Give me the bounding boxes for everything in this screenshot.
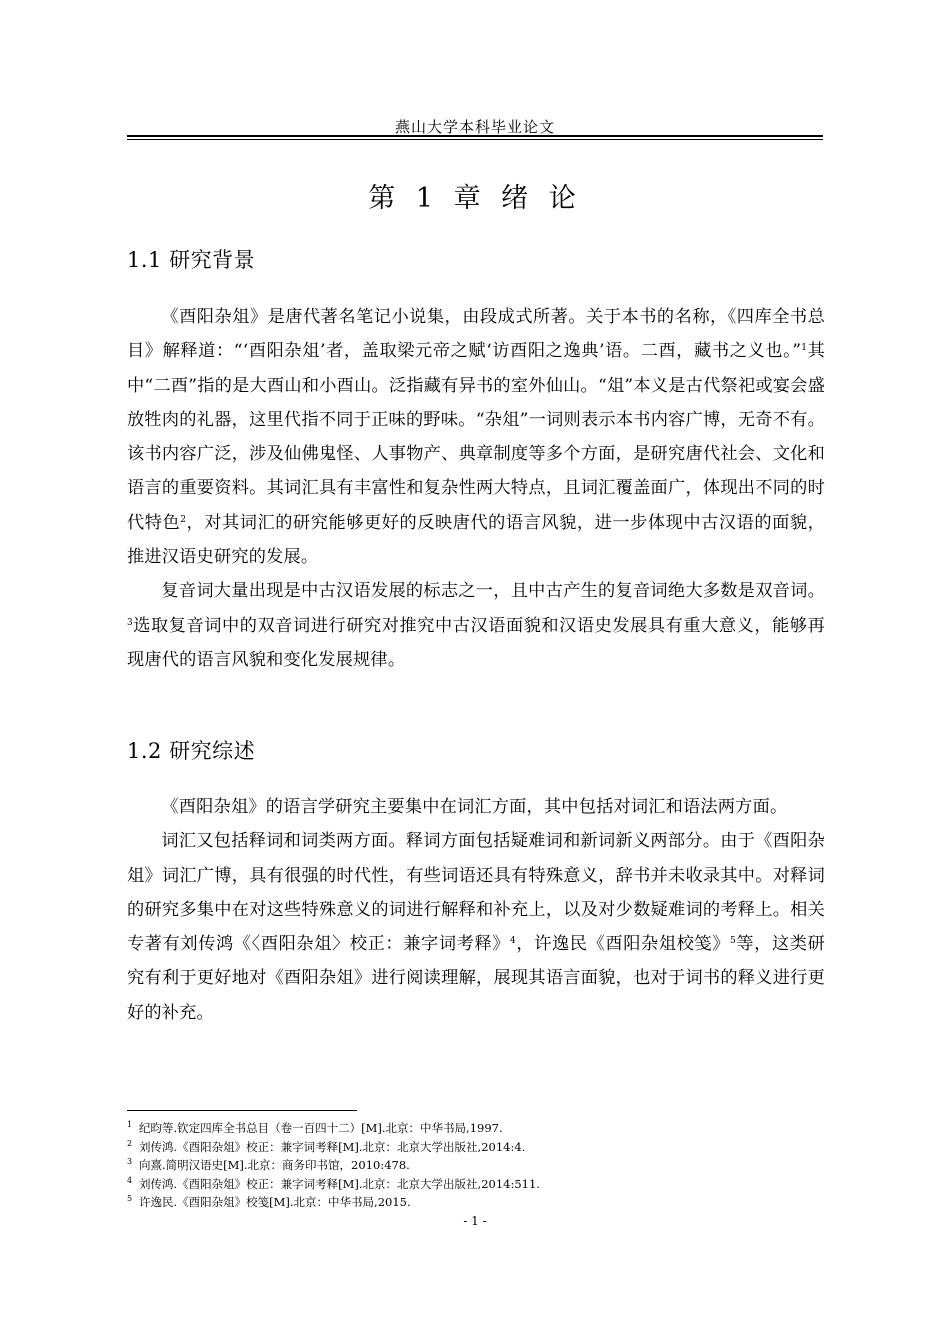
paragraph-text: 等，这类研究有利于更好地对《酉阳杂俎》进行阅读理解，展现其语言面貌，也对于词书的释义进行更好的补充。: [127, 934, 825, 1023]
paragraph: [127, 300, 825, 574]
footnote-text: 刘传鸿.《酉阳杂俎》校正：兼字词考释[M].北京：北京大学出版社,2014:4.: [139, 1139, 526, 1154]
footnote-ref[interactable]: 5: [730, 936, 736, 947]
footnote-mark: 3: [127, 1157, 133, 1166]
paragraph-text: 《酉阳杂俎》的语言学研究主要集中在词汇方面，其中包括对词汇和语法两方面。: [161, 797, 788, 817]
footnote-mark: 4: [127, 1175, 133, 1185]
section-heading-1-2: 1.2 研究综述: [127, 739, 256, 763]
section-heading-1-1: 1.1 研究背景: [127, 248, 256, 272]
running-header: 燕山大学本科毕业论文: [394, 118, 555, 136]
footnote-item: [127, 1138, 823, 1157]
footnote-ref[interactable]: 3: [127, 617, 133, 628]
footnote-mark: 5: [127, 1194, 133, 1203]
footnote-mark: 1: [127, 1120, 133, 1129]
footnote-list: [127, 1119, 823, 1212]
paragraph-text: 词汇又包括释词和词类两方面。释词方面包括疑难词和新词新义两部分。由于《酉阳杂俎》词汇广博，具有很强的时代性，有些词语还具有特殊意义，辞书并未收录其中。对释词的研究多集中在对这些特殊意义的词进行解释和补充上，以及对少数疑难词的考释上。相关专著有刘传鸿《〈酉阳杂俎〉校正：兼字词考释》: [127, 831, 825, 955]
footnote-ref[interactable]: 4: [510, 936, 516, 947]
section-1-2-body: [127, 790, 825, 1030]
paragraph-text: 复音词大量出现是中古汉语发展的标志之一，且中古产生的复音词绝大多数是双音词。: [161, 581, 825, 602]
paragraph: [127, 824, 825, 1030]
footnote-item: [127, 1156, 823, 1175]
paragraph-text: 其中“二酉”指的是大酉山和小酉山。泛指藏有异书的室外仙山。“俎”本义是古代祭祀或宴会盛放牲肉的礼器，这里代指不同于正味的野味。“杂俎”一词则表示本书内容广博，无奇不有。该书内容广泛，涉及仙佛鬼怪、人事物产、典章制度等多个方面，是研究唐代社会、文化和语言的重要资料。其词汇具有丰富性和复杂性两大特点，且词汇覆盖面广，体现出不同的时代特色: [127, 341, 825, 533]
footnote-ref[interactable]: 1: [801, 343, 808, 354]
paragraph: [127, 574, 825, 677]
section-1-1-body: [127, 300, 825, 677]
paragraph-text: 选取复音词中的双音词进行研究对推究中古汉语面貌和汉语史发展具有重大意义，能够再现唐代的语言风貌和变化发展规律。: [127, 615, 825, 670]
footnote-text: 刘传鸿.《酉阳杂俎》校正：兼字词考释[M].北京：北京大学出版社,2014:511.: [139, 1176, 540, 1191]
footnote-item: [127, 1193, 823, 1212]
footnote-ref[interactable]: 2: [180, 514, 187, 525]
page-number: - 1 -: [463, 1214, 487, 1228]
footnote-mark: 2: [127, 1138, 133, 1148]
paragraph-text: 《酉阳杂俎》是唐代著名笔记小说集，由段成式所著。关于本书的名称，《四库全书总目》解释道：“‘酉阳杂俎’者，盖取梁元帝之赋‘访酉阳之逸典’语。二酉，藏书之义也。”: [127, 307, 825, 362]
footnote-separator: [127, 1110, 357, 1111]
header-rule: [127, 135, 823, 140]
chapter-title: 第 1 章 绪 论: [368, 183, 582, 214]
footnote-text: 向熹.简明汉语史[M].北京：商务印书馆，2010:478.: [139, 1158, 410, 1172]
paragraph-text: ，对其词汇的研究能够更好的反映唐代的语言风貌，进一步体现中古汉语的面貌，推进汉语史研究的发展。: [127, 512, 825, 568]
paragraph-text: ，许逸民《酉阳杂俎校笺》: [515, 934, 731, 955]
footnote-text: 许逸民.《酉阳杂俎》校笺[M].北京：中华书局,2015.: [139, 1195, 411, 1209]
paragraph: [127, 790, 825, 824]
footnote-text: 纪昀等.钦定四库全书总目（卷一百四十二）[M].北京：中华书局,1997.: [139, 1121, 503, 1135]
footnote-item: [127, 1119, 823, 1138]
footnote-item: [127, 1175, 823, 1194]
